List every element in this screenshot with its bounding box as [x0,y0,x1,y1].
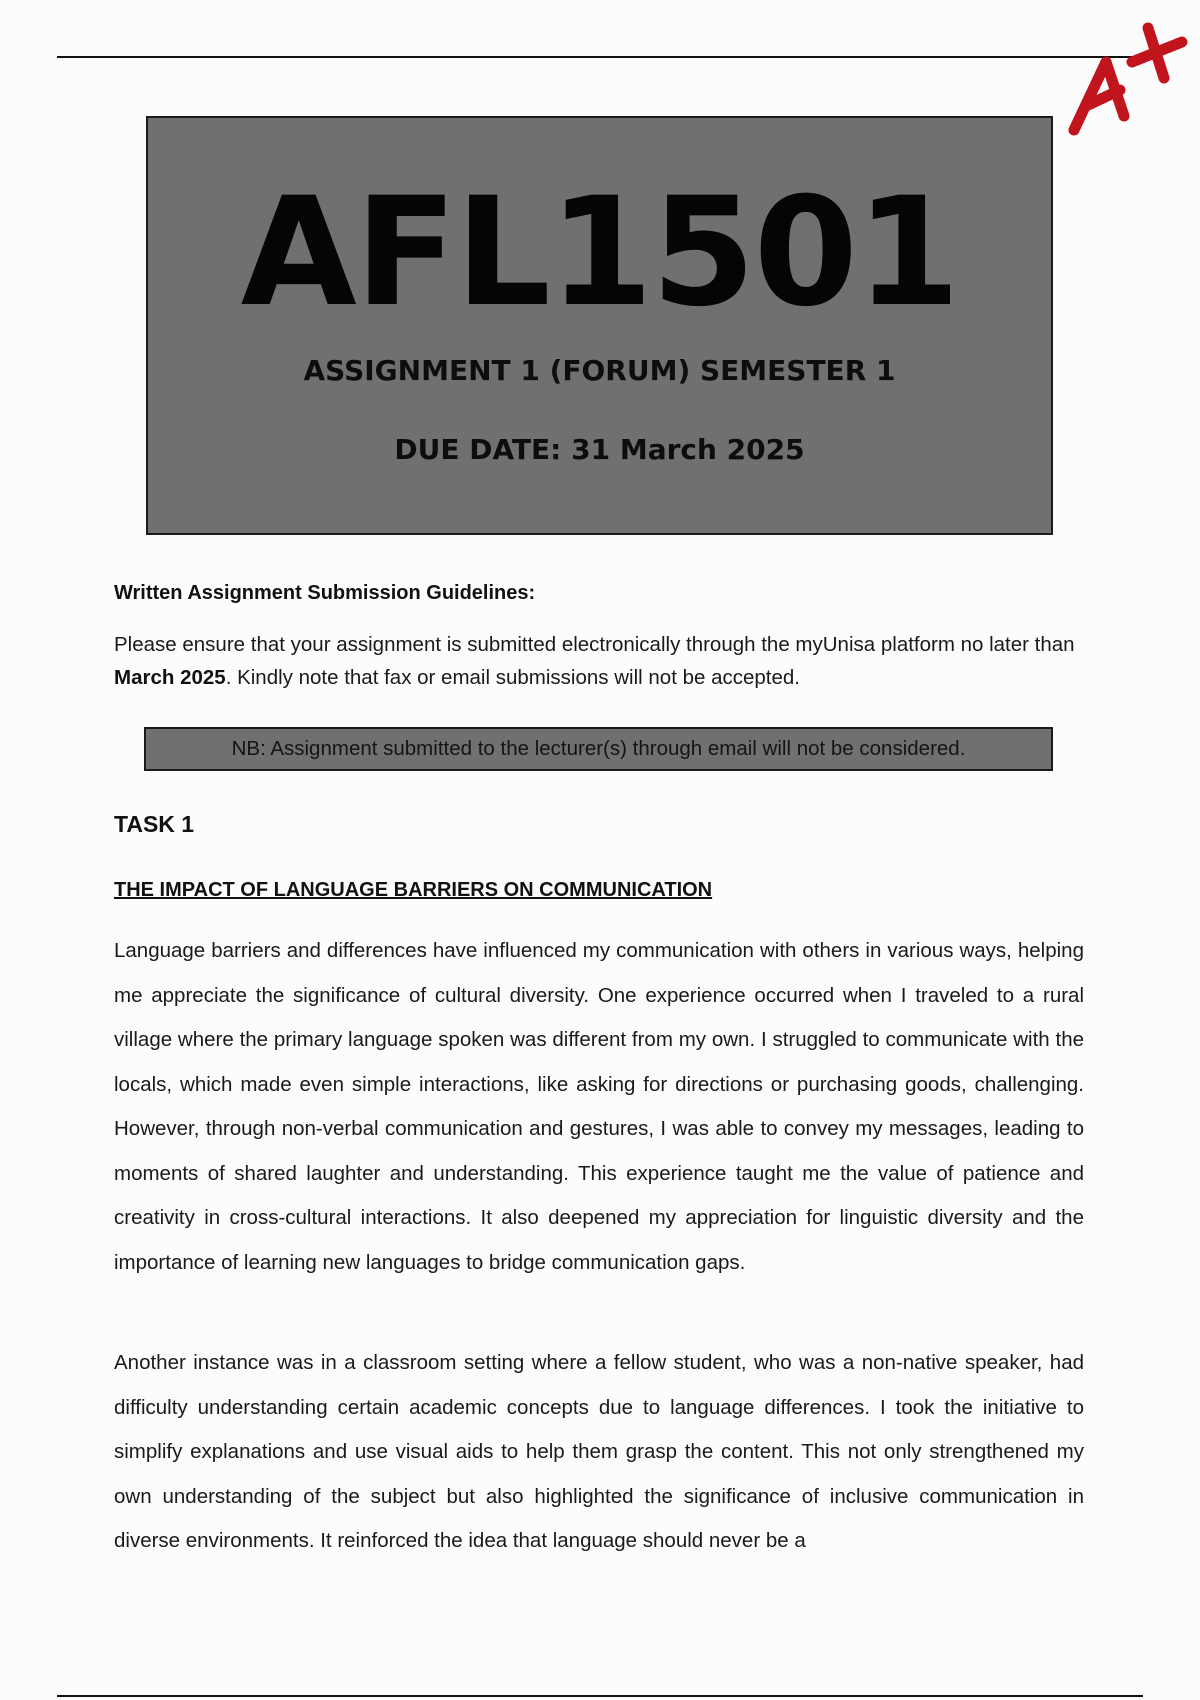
due-date: DUE DATE: 31 March 2025 [394,433,805,466]
top-rule [57,56,1143,58]
course-code: AFL1501 [240,166,959,340]
cover-box [146,116,1053,535]
body-paragraph: Language barriers and differences have influenced my communication with others in various ways, helping me appreciate the significance of cultural diversity. One experience occurred when I traveled to a rural village where the primary language spoken was different from my own. I struggled to communicate with the locals, which made even simple interactions, like asking for directions or purchasing goods, challenging. However, through non-verbal communication and gestures, I was able to convey my messages, leading to moments of shared laughter and understanding. This experience taught me the value of patience and creativity in cross-cultural interactions. It also deepened my appreciation for linguistic diversity and the importance of learning new languages to bridge communication gaps. [114,939,1084,1274]
assignment-title: ASSIGNMENT 1 (FORUM) SEMESTER 1 [303,354,896,387]
section-title: THE IMPACT OF LANGUAGE BARRIERS ON COMMUNICATION [114,879,713,901]
guidelines-heading: Written Assignment Submission Guidelines: [114,582,536,604]
bottom-rule [57,1695,1143,1697]
guidelines-text-part1: Please ensure that your assignment is submitted electronically through the myUnisa platform no later than [114,633,1075,656]
guidelines-text [114,628,1086,694]
body-paragraph: Another instance was in a classroom setting where a fellow student, who was a non-native speaker, had difficulty understanding certain academic concepts due to language differences. I took the initiative to simplify explanations and use visual aids to help them grasp the content. This not only strengthened my own understanding of the subject but also highlighted the significance of inclusive communication in diverse environments. It reinforced the idea that language should never be a [114,1351,1084,1552]
grade-stamp [1062,22,1190,140]
guidelines-deadline: March 2025 [114,666,226,689]
task-title: TASK 1 [114,811,195,837]
guidelines-text-part2: . Kindly note that fax or email submissions will not be accepted. [225,666,800,689]
email-notice-text: NB: Assignment submitted to the lecturer(s) through email will not be considered. [231,737,966,760]
email-notice [144,727,1053,771]
